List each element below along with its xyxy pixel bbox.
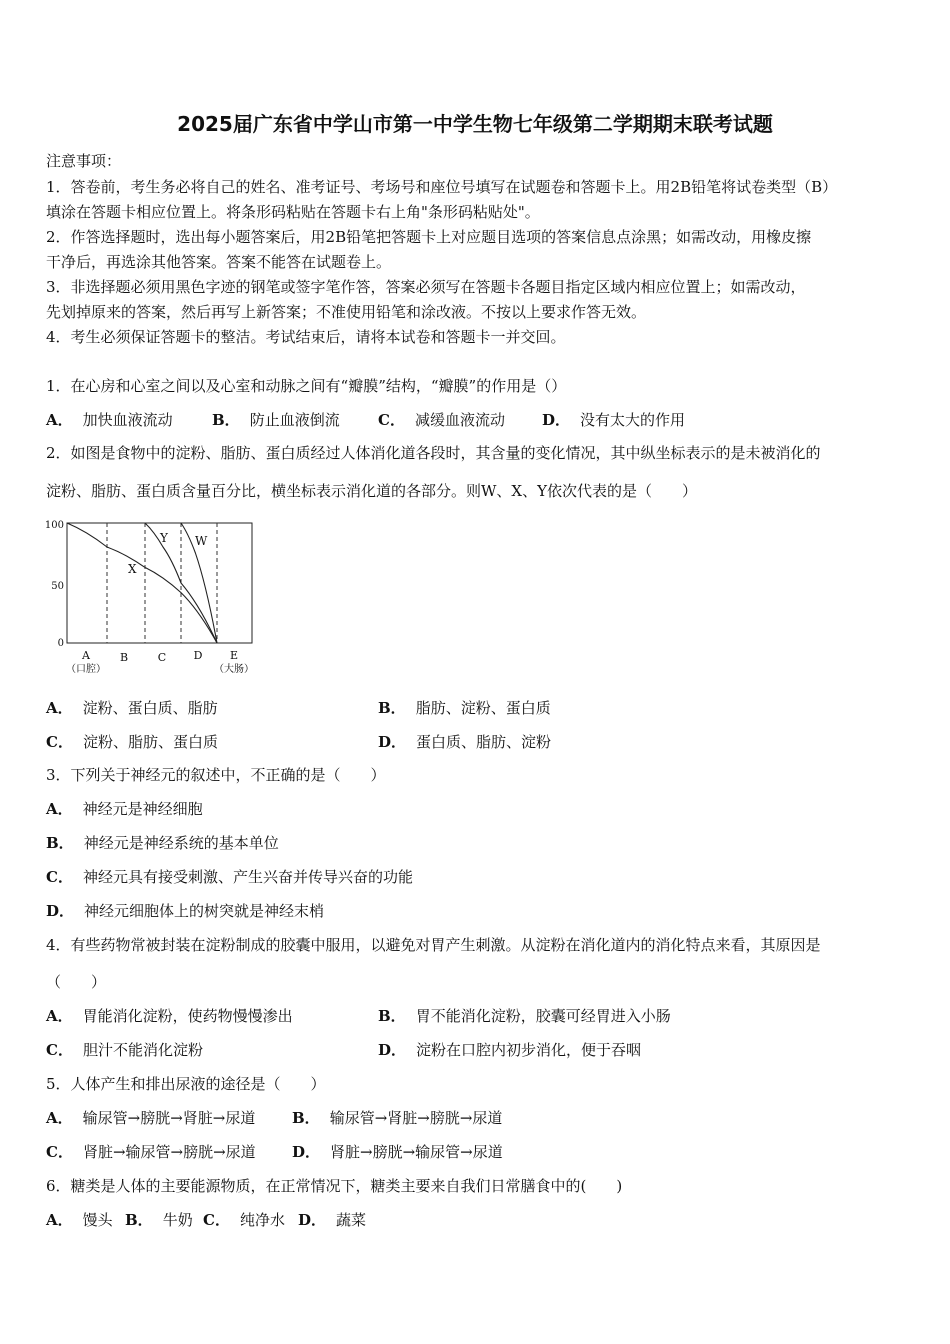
question-6-stem: 6．糖类是人体的主要能源物质，在正常情况下，糖类主要来自我们日常膳食中的( ) bbox=[46, 1177, 623, 1195]
option-text: 蛋白质、脂肪、淀粉 bbox=[416, 733, 552, 751]
option-text: 淀粉、蛋白质、脂肪 bbox=[82, 699, 218, 717]
option-text: 淀粉在口腔内初步消化，便于吞咽 bbox=[416, 1041, 642, 1059]
question-6-option-c[interactable] bbox=[203, 1210, 285, 1230]
option-letter: B． bbox=[378, 699, 406, 717]
notice-line: 填涂在答题卡相应位置上。将条形码粘贴在答题卡右上角"条形码粘贴处"。 bbox=[46, 203, 540, 221]
digestion-chart bbox=[40, 514, 280, 682]
question-4-option-a[interactable] bbox=[46, 1006, 293, 1026]
question-1-stem: 1．在心房和心室之间以及心室和动脉之间有“瓣膜”结构，“瓣膜”的作用是（） bbox=[46, 377, 567, 395]
option-letter: C． bbox=[46, 1041, 73, 1059]
option-letter: D． bbox=[542, 411, 571, 429]
option-letter: D． bbox=[378, 733, 407, 751]
question-3-option-d[interactable] bbox=[46, 901, 324, 921]
question-2-option-d[interactable] bbox=[378, 732, 551, 752]
option-letter: B． bbox=[292, 1109, 320, 1127]
page-title: 2025届广东省中学山市第一中学生物七年级第二学期期末联考试题 bbox=[177, 112, 773, 136]
x-tick-d: D bbox=[193, 649, 203, 662]
option-letter: D． bbox=[378, 1041, 407, 1059]
option-text: 胆汁不能消化淀粉 bbox=[82, 1041, 203, 1059]
y-tick-0: 0 bbox=[57, 638, 64, 649]
question-2-option-c[interactable] bbox=[46, 732, 218, 752]
option-text: 没有太大的作用 bbox=[580, 411, 686, 429]
option-text: 脂肪、淀粉、蛋白质 bbox=[415, 699, 551, 717]
series-label-x: X bbox=[128, 562, 137, 576]
option-text: 淀粉、脂肪、蛋白质 bbox=[82, 733, 218, 751]
option-letter: B． bbox=[378, 1007, 406, 1025]
option-text: 加快血液流动 bbox=[82, 411, 173, 429]
series-label-y: Y bbox=[160, 531, 168, 545]
question-6-option-b[interactable] bbox=[125, 1210, 193, 1230]
option-text: 神经元是神经细胞 bbox=[82, 800, 203, 818]
question-2-stem: 2．如图是食物中的淀粉、脂肪、蛋白质经过人体消化道各段时，其含量的变化情况，其中纵坐标表示的是未被消化的 bbox=[46, 444, 821, 462]
option-letter: B． bbox=[46, 834, 74, 852]
option-letter: A． bbox=[46, 699, 73, 717]
notice-line: 1．答卷前，考生务必将自己的姓名、准考证号、考场号和座位号填写在试题卷和答题卡上。用2B铅笔将试卷类型（B） bbox=[46, 178, 838, 196]
option-text: 胃能消化淀粉，使药物慢慢渗出 bbox=[82, 1007, 293, 1025]
question-5-option-a[interactable] bbox=[46, 1108, 255, 1128]
option-text: 输尿管→肾脏→膀胱→尿道 bbox=[329, 1109, 503, 1127]
option-letter: A． bbox=[46, 411, 73, 429]
x-tick-a: A bbox=[82, 649, 90, 662]
question-2-option-a[interactable] bbox=[46, 698, 218, 718]
question-1-option-b[interactable] bbox=[212, 410, 340, 430]
option-letter: D． bbox=[46, 902, 75, 920]
x-note-large-intestine: （大肠） bbox=[214, 664, 254, 675]
option-letter: D． bbox=[292, 1143, 321, 1161]
y-tick-50: 50 bbox=[51, 581, 64, 592]
option-text: 输尿管→膀胱→肾脏→尿道 bbox=[82, 1109, 256, 1127]
option-text: 胃不能消化淀粉，胶囊可经胃进入小肠 bbox=[415, 1007, 671, 1025]
option-letter: A． bbox=[46, 800, 73, 818]
notice-line: 3．非选择题必须用黑色字迹的钢笔或签字笔作答，答案必须写在答题卡各题目指定区域内相应位置上；如需改动， bbox=[46, 278, 806, 296]
option-letter: A． bbox=[46, 1007, 73, 1025]
notice-heading: 注意事项： bbox=[46, 152, 122, 170]
notice-line: 4．考生必须保证答题卡的整洁。考试结束后，请将本试卷和答题卡一并交回。 bbox=[46, 328, 566, 346]
question-4-option-d[interactable] bbox=[378, 1040, 641, 1060]
question-4-stem: （ ） bbox=[46, 973, 107, 991]
question-1-option-a[interactable] bbox=[46, 410, 173, 430]
option-letter: C． bbox=[46, 868, 73, 886]
option-text: 纯净水 bbox=[239, 1211, 285, 1229]
question-4-stem: 4．有些药物常被封装在淀粉制成的胶囊中服用，以避免对胃产生刺激。从淀粉在消化道内的消化特点来看，其原因是 bbox=[46, 936, 821, 954]
option-letter: C． bbox=[378, 411, 405, 429]
x-tick-c: C bbox=[157, 651, 167, 664]
y-tick-100: 100 bbox=[44, 520, 64, 531]
question-4-option-b[interactable] bbox=[378, 1006, 671, 1026]
question-2-stem: 淀粉、脂肪、蛋白质含量百分比，横坐标表示消化道的各部分。则W、X、Y依次代表的是（ ） bbox=[46, 482, 698, 500]
x-tick-b: B bbox=[119, 651, 129, 664]
question-2-option-b[interactable] bbox=[378, 698, 551, 718]
option-letter: C． bbox=[46, 733, 73, 751]
option-text: 神经元具有接受刺激、产生兴奋并传导兴奋的功能 bbox=[82, 868, 413, 886]
option-text: 肾脏→膀胱→输尿管→尿道 bbox=[330, 1143, 503, 1161]
option-text: 防止血液倒流 bbox=[249, 411, 340, 429]
question-3-option-a[interactable] bbox=[46, 799, 203, 819]
question-3-option-b[interactable] bbox=[46, 833, 279, 853]
option-text: 减缓血液流动 bbox=[414, 411, 505, 429]
option-letter: C． bbox=[46, 1143, 73, 1161]
question-6-option-d[interactable] bbox=[298, 1210, 366, 1230]
question-3-stem: 3．下列关于神经元的叙述中，不正确的是（ ） bbox=[46, 766, 386, 784]
x-tick-e: E bbox=[229, 649, 239, 662]
option-text: 馒头 bbox=[82, 1211, 113, 1229]
option-text: 神经元是神经系统的基本单位 bbox=[83, 834, 279, 852]
notice-line: 2．作答选择题时，选出每小题答案后，用2B铅笔把答题卡上对应题目选项的答案信息点涂黑；如需改动，用橡皮擦 bbox=[46, 228, 812, 246]
option-letter: B． bbox=[125, 1211, 153, 1229]
option-text: 牛奶 bbox=[162, 1211, 193, 1229]
option-letter: A． bbox=[46, 1211, 73, 1229]
notice-line: 先划掉原来的答案，然后再写上新答案；不准使用铅笔和涂改液。不按以上要求作答无效。 bbox=[46, 303, 647, 321]
option-letter: B． bbox=[212, 411, 240, 429]
question-1-option-d[interactable] bbox=[542, 410, 685, 430]
option-text: 肾脏→输尿管→膀胱→尿道 bbox=[82, 1143, 256, 1161]
option-letter: C． bbox=[203, 1211, 230, 1229]
notice-line: 干净后，再选涂其他答案。答案不能答在试题卷上。 bbox=[46, 253, 392, 271]
question-5-option-c[interactable] bbox=[46, 1142, 256, 1162]
x-note-mouth: （口腔） bbox=[66, 664, 106, 675]
question-3-option-c[interactable] bbox=[46, 867, 413, 887]
series-label-w: W bbox=[195, 534, 208, 548]
question-5-stem: 5．人体产生和排出尿液的途径是（ ） bbox=[46, 1075, 326, 1093]
option-letter: D． bbox=[298, 1211, 327, 1229]
question-5-option-b[interactable] bbox=[292, 1108, 502, 1128]
question-6-option-a[interactable] bbox=[46, 1210, 113, 1230]
option-letter: A． bbox=[46, 1109, 73, 1127]
question-4-option-c[interactable] bbox=[46, 1040, 203, 1060]
option-text: 神经元细胞体上的树突就是神经末梢 bbox=[84, 902, 325, 920]
question-1-option-c[interactable] bbox=[378, 410, 505, 430]
option-text: 蔬菜 bbox=[336, 1211, 367, 1229]
question-5-option-d[interactable] bbox=[292, 1142, 503, 1162]
